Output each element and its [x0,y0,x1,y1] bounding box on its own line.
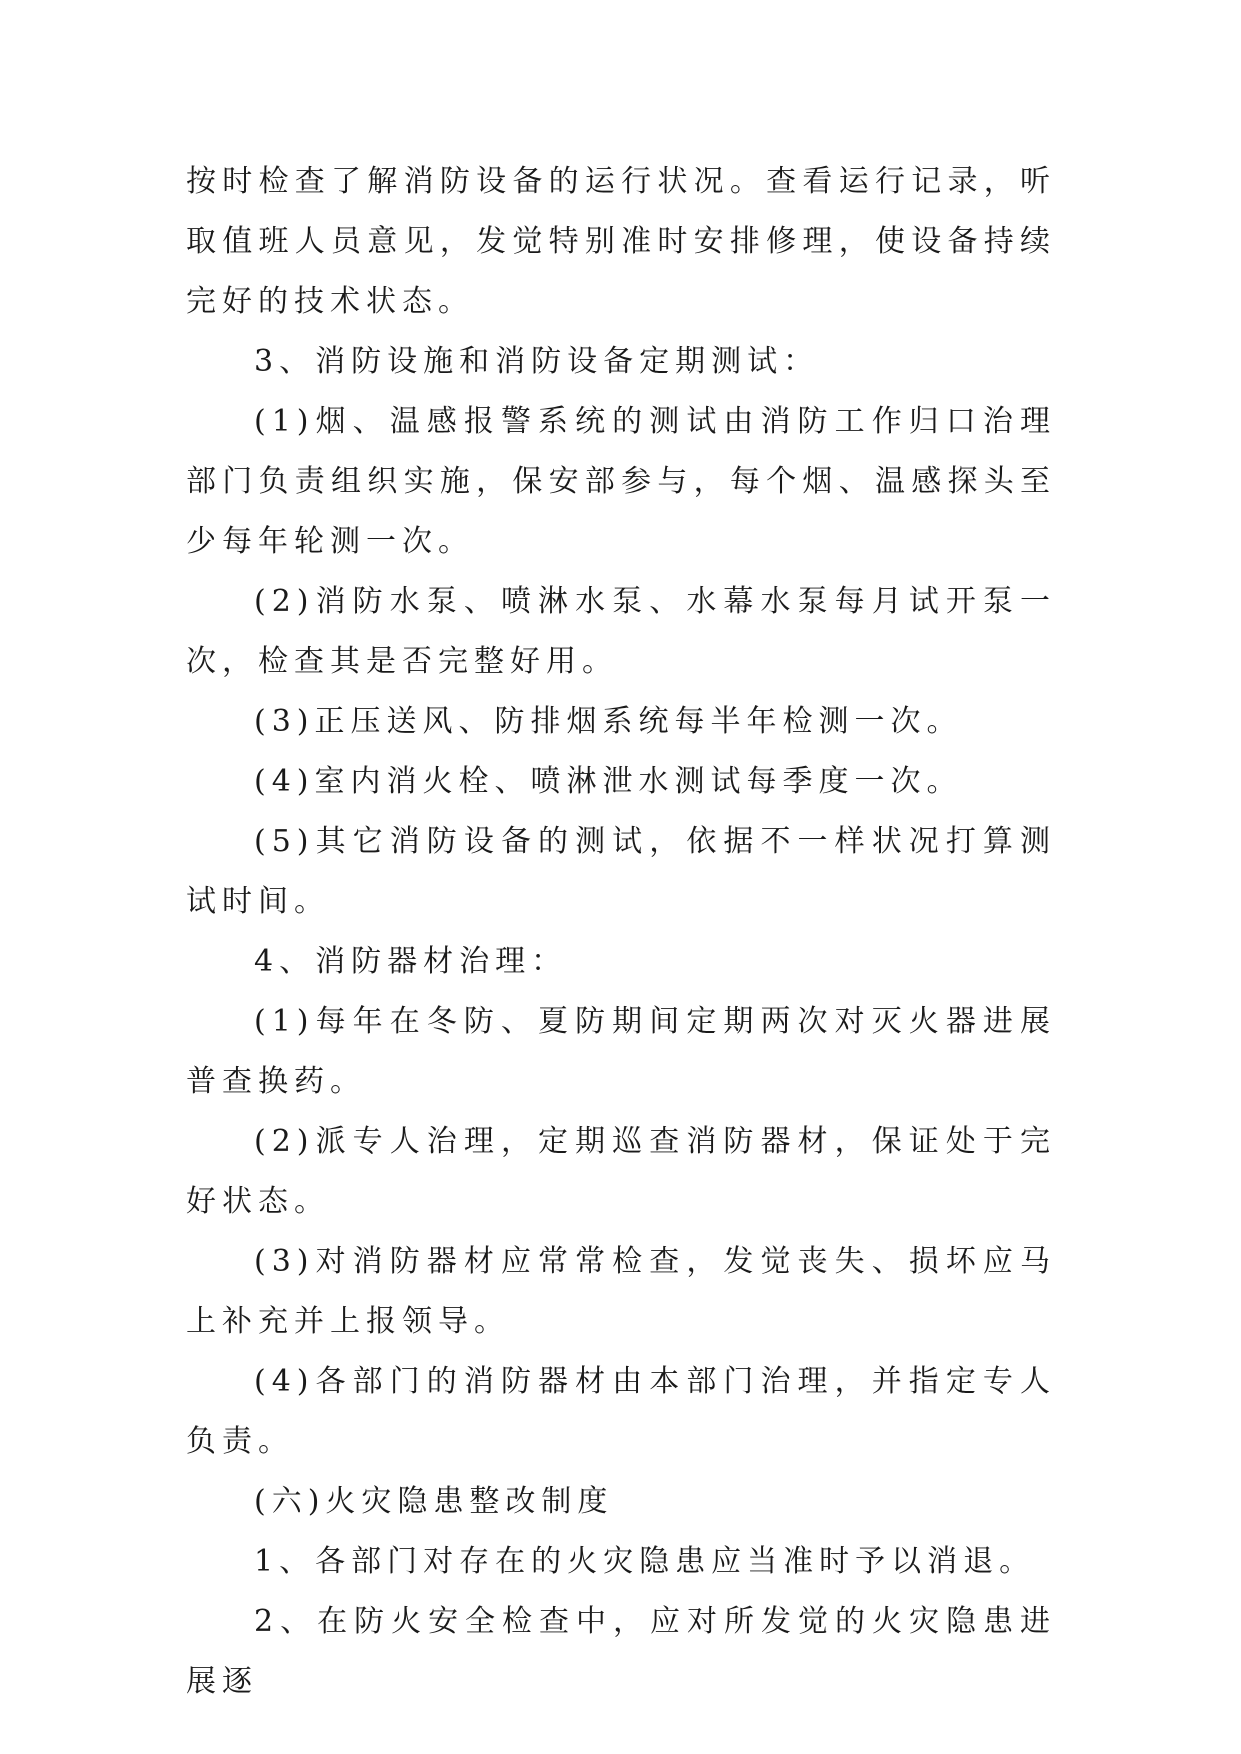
paragraph-15: 2、在防火安全检查中，应对所发觉的火灾隐患进展逐 [186,1604,1056,1699]
paragraph-10: (2)派专人治理，定期巡查消防器材，保证处于完好状态。 [186,1124,1056,1219]
document-body [186,152,1056,1712]
paragraph-9: (1)每年在冬防、夏防期间定期两次对灭火器进展普查换药。 [186,1004,1056,1099]
paragraph-1: 按时检查了解消防设备的运行状况。查看运行记录，听取值班人员意见，发觉特别准时安排修理，使设备持续完好的技术状态。 [186,164,1056,319]
paragraph-11: (3)对消防器材应常常检查，发觉丧失、损坏应马上补充并上报领导。 [186,1244,1056,1339]
paragraph-12: (4)各部门的消防器材由本部门治理，并指定专人负责。 [186,1364,1056,1459]
paragraph-2: 3、消防设施和消防设备定期测试： [254,344,820,379]
paragraph-14: 1、各部门对存在的火灾隐患应当准时予以消退。 [254,1544,1036,1579]
paragraph-7: (5)其它消防设备的测试，依据不一样状况打算测试时间。 [186,824,1056,919]
paragraph-8: 4、消防器材治理： [254,944,568,979]
paragraph-3: (1)烟、温感报警系统的测试由消防工作归口治理部门负责组织实施，保安部参与，每个烟、温感探头至少每年轮测一次。 [186,404,1056,559]
paragraph-5: (3)正压送风、防排烟系统每半年检测一次。 [254,704,963,739]
paragraph-6: (4)室内消火栓、喷淋泄水测试每季度一次。 [254,764,963,799]
paragraph-13: (六)火灾隐患整改制度 [254,1484,614,1519]
paragraph-4: (2)消防水泵、喷淋水泵、水幕水泵每月试开泵一次，检查其是否完整好用。 [186,584,1056,679]
